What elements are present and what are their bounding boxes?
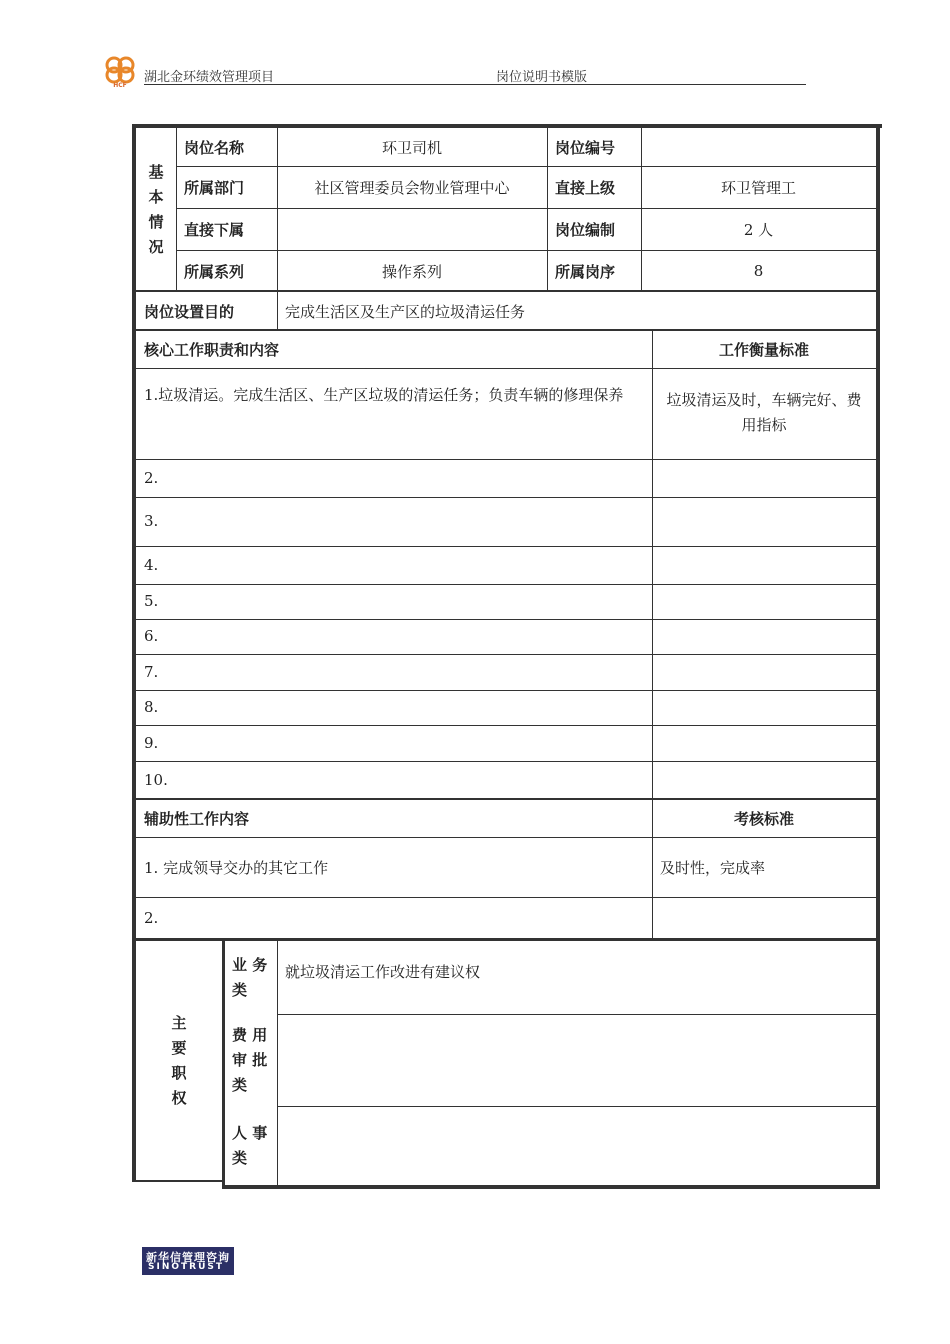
duty-standard: 垃圾清运及时，车辆完好、费用指标 (666, 391, 862, 434)
purpose-label: 岗位设置目的 (144, 302, 235, 321)
aux-header-left: 辅助性工作内容 (144, 810, 250, 828)
duty-content: 10. (144, 770, 168, 789)
table-border (176, 166, 876, 167)
field-value (277, 208, 547, 250)
table-border (136, 368, 878, 369)
table-border (176, 250, 876, 251)
duty-content: 4. (144, 555, 159, 574)
duty-content: 1.垃圾清运。完成生活区、生产区垃圾的清运任务；负责车辆的修理保养 (144, 386, 624, 404)
outer-border-bottom (132, 1180, 222, 1182)
duty-standard (652, 497, 876, 546)
duty-standard (652, 459, 876, 497)
table-border (277, 1014, 876, 1015)
table-border (652, 330, 653, 799)
outer-border-right (876, 124, 880, 939)
duty-standard (652, 761, 876, 799)
table-border (652, 799, 653, 941)
table-border (277, 128, 278, 292)
duty-standard (652, 619, 876, 654)
table-border (136, 459, 876, 460)
authority-border-right (876, 939, 880, 1189)
hcf-logo (100, 54, 142, 88)
outer-border-left (132, 124, 136, 1182)
table-border (136, 654, 876, 655)
project-name: 湖北金环绩效管理项目 (144, 70, 275, 85)
page-header (100, 54, 806, 88)
sinotrust-logo (142, 1247, 234, 1275)
table-border (641, 128, 642, 292)
field-value (641, 128, 876, 166)
table-border (277, 292, 278, 330)
table-border (277, 941, 278, 1186)
field-value: 8 (753, 262, 764, 280)
table-border (547, 128, 548, 292)
aux-header-right: 考核标准 (733, 810, 794, 828)
duty-content: 3. (144, 512, 159, 530)
duty-standard (652, 584, 876, 619)
aux-standard: 及时性，完成率 (660, 859, 766, 877)
field-label: 岗位编制 (555, 220, 616, 239)
table-border (136, 690, 876, 691)
document-title: 岗位说明书模版 (496, 70, 588, 85)
duty-content: 6. (144, 627, 159, 645)
aux-standard (652, 897, 876, 939)
field-value: 操作系列 (381, 262, 442, 281)
table-border (277, 1106, 876, 1107)
field-value: 社区管理委员会物业管理中心 (314, 178, 510, 197)
authority-type-label: 业 务 类 (232, 955, 268, 999)
table-border (176, 128, 177, 292)
field-label: 所属系列 (184, 262, 245, 281)
duty-content: 7. (144, 662, 159, 681)
duty-standard (652, 654, 876, 690)
authority-inner-left (222, 941, 225, 1189)
core-header-right: 工作衡量标准 (718, 341, 809, 359)
field-label: 岗位编号 (555, 138, 616, 157)
table-border (136, 584, 876, 585)
field-value: 2 人 (743, 220, 774, 239)
authority-type-label: 费 用 审 批 类 (232, 1025, 268, 1094)
section-border (136, 329, 878, 331)
authority-value (277, 1106, 876, 1186)
authority-border-bottom (222, 1185, 880, 1189)
logo-text: HCF (113, 82, 127, 88)
aux-content: 1. 完成领导交办的其它工作 (144, 859, 329, 877)
section-border (136, 798, 878, 800)
field-label: 直接上级 (555, 178, 616, 197)
field-value: 环卫管理工 (720, 178, 796, 197)
table-border (136, 725, 876, 726)
header-rule (144, 84, 806, 85)
table-border (136, 497, 876, 498)
duty-content: 5. (144, 592, 159, 610)
brand-cn: 新华信管理咨询 (146, 1251, 230, 1264)
table-border (176, 208, 876, 209)
duty-standard (652, 546, 876, 584)
authority-value (277, 1014, 876, 1106)
field-label: 所属部门 (184, 178, 245, 197)
table-border (136, 897, 876, 898)
table-border (136, 619, 876, 620)
field-label: 岗位名称 (184, 138, 245, 157)
authority-value: 就垃圾清运工作改进有建议权 (285, 963, 481, 981)
duty-content: 8. (144, 698, 159, 716)
aux-content: 2. (144, 909, 159, 927)
duty-content: 9. (144, 733, 159, 752)
core-header-left: 核心工作职责和内容 (144, 341, 280, 359)
duty-standard (652, 690, 876, 725)
duty-standard (652, 725, 876, 761)
field-label: 直接下属 (184, 220, 245, 239)
table-border (136, 837, 878, 838)
duty-content: 2. (144, 468, 159, 487)
basic-section-label: 基 本 情 况 (148, 163, 164, 256)
table-border (136, 761, 876, 762)
section-border (136, 938, 880, 941)
table-border (136, 546, 876, 547)
field-label: 所属岗序 (555, 262, 616, 281)
section-border (136, 290, 878, 292)
outer-border-top (132, 124, 882, 128)
authority-section-label: 主 要 职 权 (171, 1014, 187, 1107)
purpose-value: 完成生活区及生产区的垃圾清运任务 (285, 302, 526, 321)
brand-en: SINOTRUST (148, 1262, 225, 1272)
authority-type-label: 人 事 类 (232, 1124, 268, 1167)
field-value: 环卫司机 (381, 138, 442, 157)
